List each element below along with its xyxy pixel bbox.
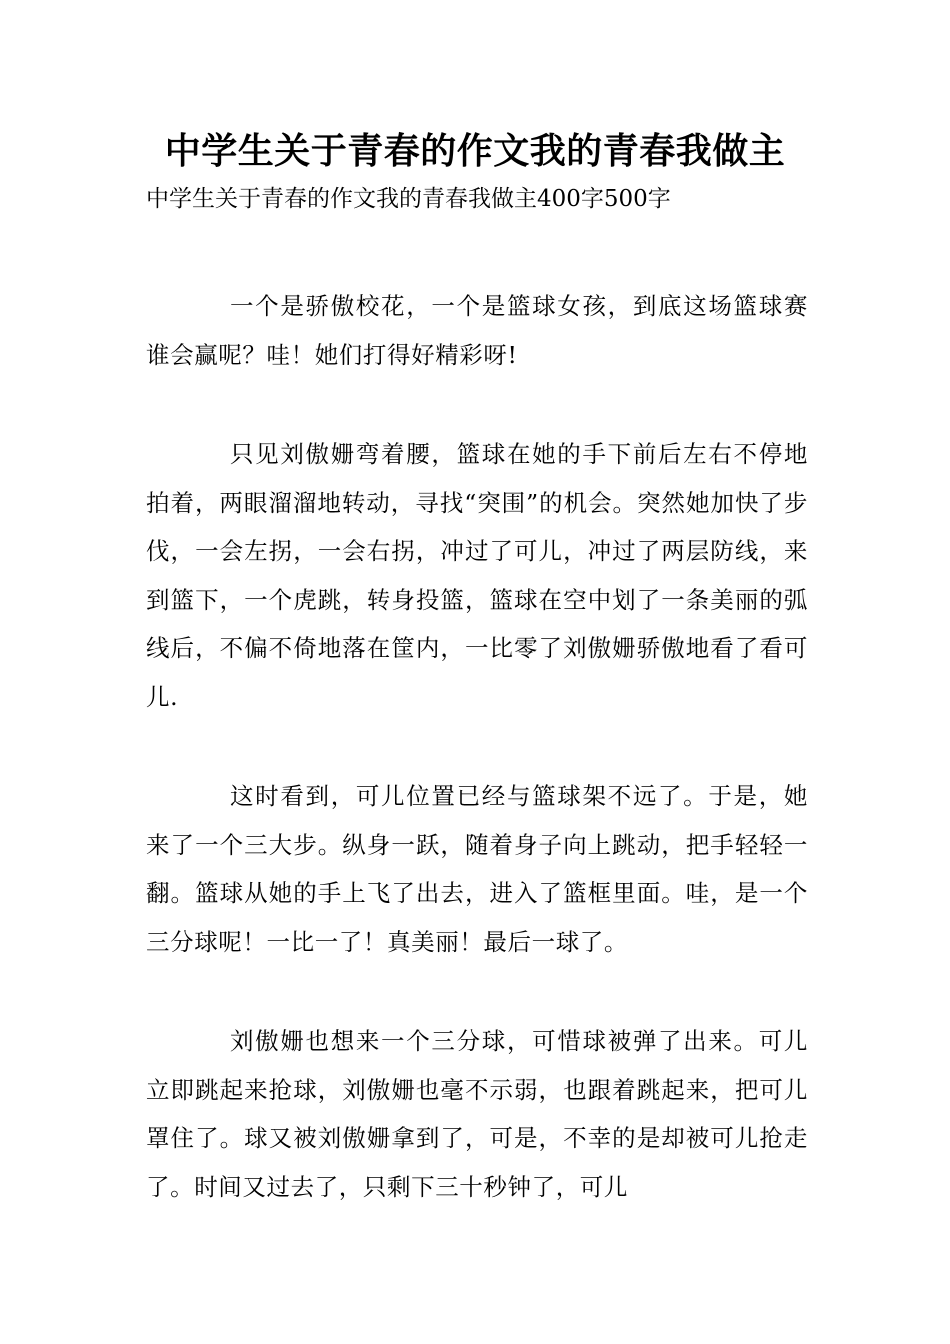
paragraph-3: 这时看到，可儿位置已经与篮球架不远了。于是，她来了一个三大步。纵身一跃，随着身子向上跳动，把手轻轻一翻。篮球从她的手上飞了出去，进入了篮框里面。哇，是一个三分球呢！一比一了！真美丽！最后一球了。	[146, 782, 808, 956]
document-subtitle: 中学生关于青春的作文我的青春我做主400字500字	[146, 186, 671, 212]
document-body	[146, 282, 808, 1262]
document-title: 中学生关于青春的作文我的青春我做主	[164, 130, 786, 172]
paragraph-1: 一个是骄傲校花，一个是篮球女孩，到底这场篮球赛谁会赢呢？哇！她们打得好精彩呀!	[146, 292, 808, 369]
paragraph-2: 只见刘傲姗弯着腰，篮球在她的手下前后左右不停地拍着，两眼溜溜地转动，寻找“突围”的机会。突然她加快了步伐，一会左拐，一会右拐，冲过了可儿，冲过了两层防线，来到篮下，一个虎跳，转身投篮，篮球在空中划了一条美丽的弧线后，不偏不倚地落在筐内，一比零了刘傲姗骄傲地看了看可儿.	[146, 440, 808, 711]
paragraph-4: 刘傲姗也想来一个三分球，可惜球被弹了出来。可儿立即跳起来抢球，刘傲姗也毫不示弱，也跟着跳起来，把可儿罩住了。球又被刘傲姗拿到了，可是，不幸的是却被可儿抢走了。时间又过去了，只剩下三十秒钟了，可儿	[146, 1027, 808, 1201]
